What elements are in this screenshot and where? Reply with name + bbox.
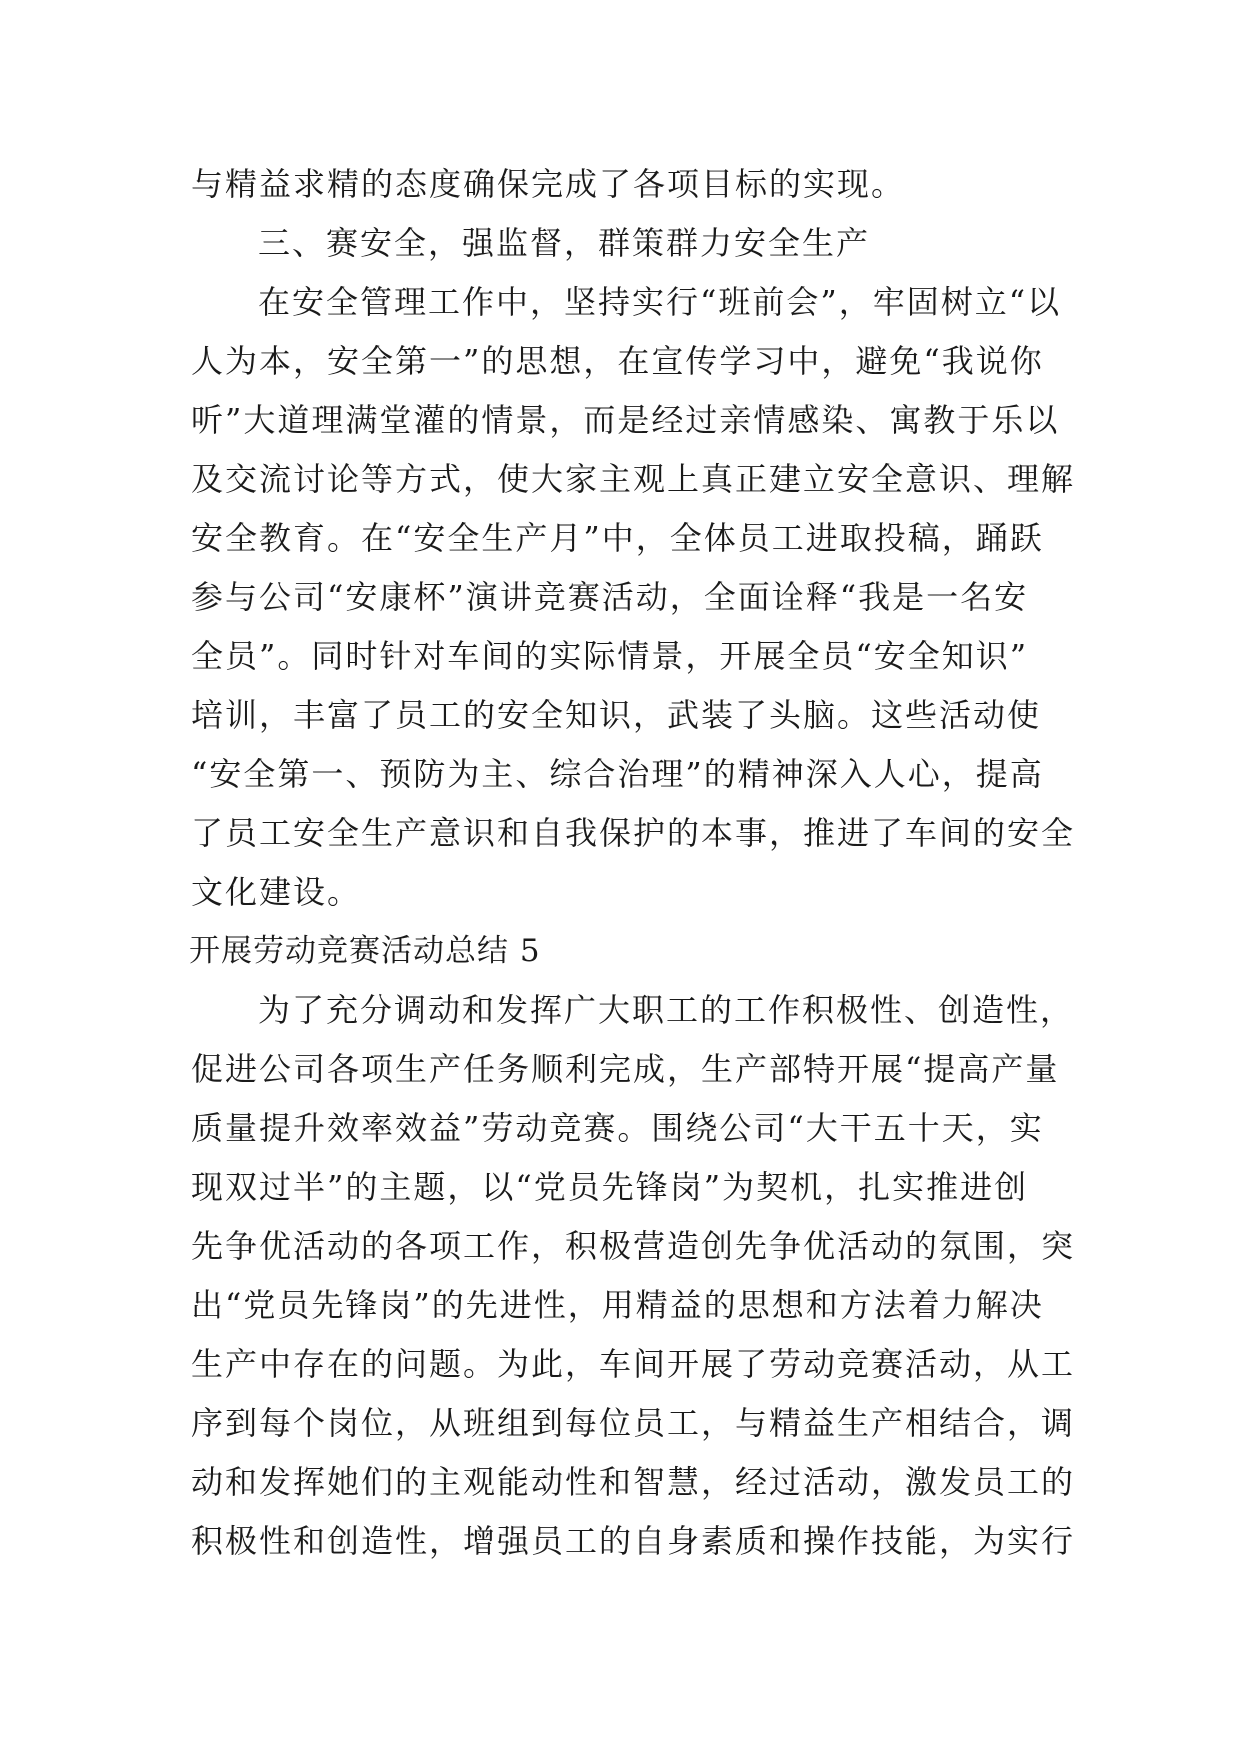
paragraph-line: 文化建设。 — [191, 873, 362, 911]
section-paragraph — [191, 273, 1076, 922]
paragraph-line: 先争优活动的各项工作，积极营造创先争优活动的氛围，突 — [191, 1227, 1076, 1265]
paragraph-line: 质量提升效率效益”劳动竞赛。围绕公司“大干五十天，实 — [191, 1109, 1044, 1147]
paragraph-line: 听”大道理满堂灌的情景，而是经过亲情感染、寓教于乐以 — [191, 401, 1060, 439]
paragraph-line: 为了充分调动和发挥广大职工的工作积极性、创造性， — [258, 991, 1075, 1029]
paragraph-line: 促进公司各项生产任务顺利完成，生产部特开展“提高产量 — [191, 1050, 1060, 1088]
paragraph-line: 培训，丰富了员工的安全知识，武装了头脑。这些活动使 — [191, 696, 1042, 734]
paragraph-line: 序到每个岗位，从班组到每位员工，与精益生产相结合，调 — [191, 1404, 1076, 1442]
document-body — [189, 155, 1076, 1571]
text-line: 与精益求精的态度确保完成了各项目标的实现。 — [191, 165, 906, 203]
paragraph-line: 参与公司“安康杯”演讲竞赛活动，全面诠释“我是一名安 — [191, 578, 1029, 616]
paragraph-line: 及交流讨论等方式，使大家主观上真正建立安全意识、理解 — [191, 460, 1076, 498]
paragraph-line: 安全教育。在“安全生产月”中，全体员工进取投稿，踊跃 — [191, 519, 1044, 557]
paragraph-line: 积极性和创造性，增强员工的自身素质和操作技能，为实行 — [191, 1522, 1076, 1560]
paragraph-line: 了员工安全生产意识和自我保护的本事，推进了车间的安全 — [191, 814, 1076, 852]
paragraph-line: 动和发挥她们的主观能动性和智慧，经过活动，激发员工的 — [191, 1463, 1076, 1501]
paragraph-line: 现双过半”的主题，以“党员先锋岗”为契机，扎实推进创 — [191, 1168, 1029, 1206]
article-title: 开展劳动竞赛活动总结 5 — [189, 933, 541, 969]
article-paragraph — [191, 981, 1076, 1571]
paragraph-line: 出“党员先锋岗”的先进性，用精益的思想和方法着力解决 — [191, 1286, 1044, 1324]
paragraph-line: 全员”。同时针对车间的实际情景，开展全员“安全知识” — [191, 637, 1029, 675]
section-heading: 三、赛安全，强监督，群策群力安全生产 — [258, 224, 871, 262]
paragraph-line: 生产中存在的问题。为此，车间开展了劳动竞赛活动，从工 — [191, 1345, 1076, 1383]
paragraph-line: 人为本，安全第一”的思想，在宣传学习中，避免“我说你 — [191, 342, 1044, 380]
paragraph-line: “安全第一、预防为主、综合治理”的精神深入人心，提高 — [191, 755, 1044, 793]
paragraph-line: 在安全管理工作中，坚持实行“班前会”，牢固树立“以 — [258, 283, 1062, 321]
